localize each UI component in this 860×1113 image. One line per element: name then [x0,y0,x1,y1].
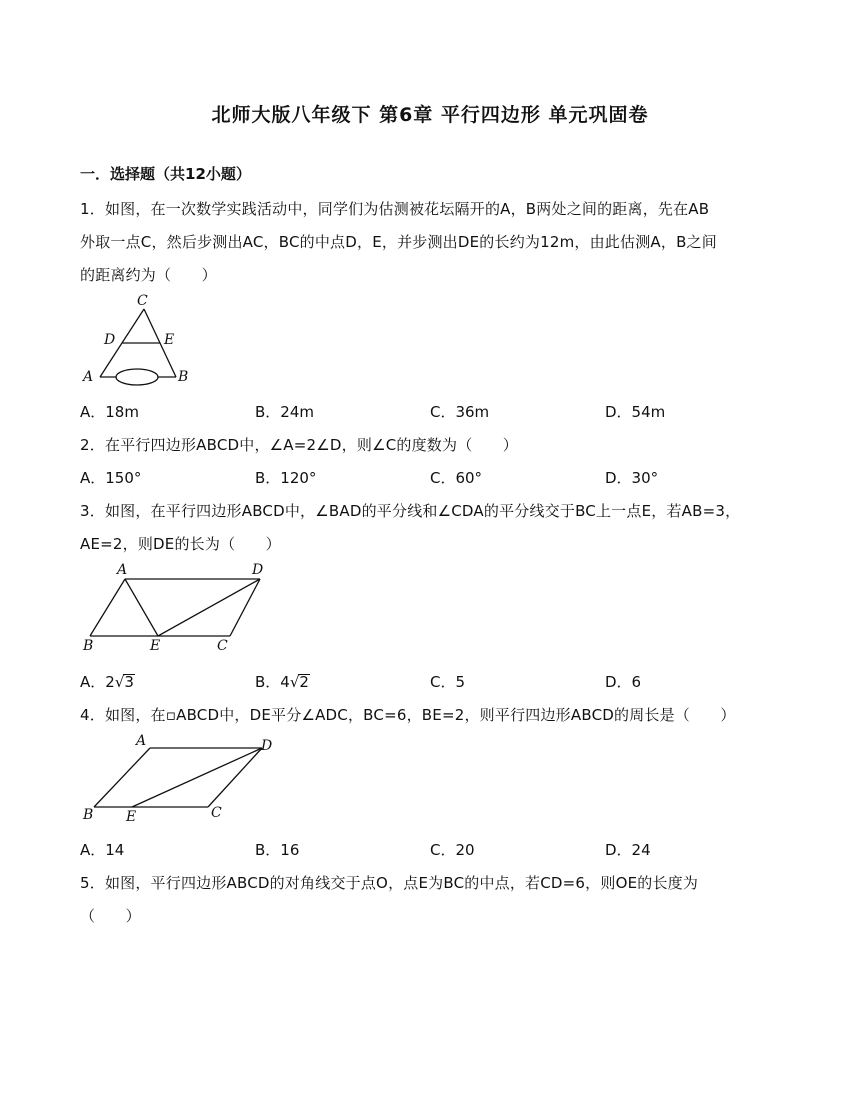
flower-bed [116,369,158,385]
label-b: B [178,369,189,385]
label-e: E [126,809,137,825]
q1-option-c[interactable]: C．36m [430,403,490,421]
label-c: C [137,293,148,309]
question-3-line-2: AE=2，则DE的长为（ ） [80,535,281,553]
question-4-line-1: 4．如图，在▫ABCD中，DE平分∠ADC，BC=6，BE=2，则平行四边形ABCD的周长是（ ） [80,706,736,724]
q4-option-b[interactable]: B．16 [255,841,300,859]
question-1-figure [80,293,200,388]
label-c: C [211,805,222,821]
q3-option-a-prefix: A．2 [80,673,115,691]
question-1-line-3: 的距离约为（ ） [80,266,217,284]
question-1-line-2: 外取一点C，然后步测出AC，BC的中点D，E，并步测出DE的长约为12m，由此估测A，B之间 [80,233,717,251]
parallelogram-figure-q3 [80,562,280,657]
segment-ae [125,579,158,636]
q2-option-b[interactable]: B．120° [255,469,317,487]
question-3-line-1: 3．如图，在平行四边形ABCD中，∠BAD的平分线和∠CDA的平分线交于BC上一点E，若AB=3， [80,502,741,520]
label-e: E [150,638,161,654]
q3-option-b[interactable] [255,671,310,692]
q3-option-d[interactable]: D．6 [605,673,642,691]
q3-option-a-radicand: 3 [124,673,134,691]
section-heading: 一．选择题（共12小题） [80,165,251,183]
label-d: D [104,332,116,348]
q3-option-c[interactable]: C．5 [430,673,466,691]
question-3-figure [80,562,280,657]
q4-option-c[interactable]: C．20 [430,841,475,859]
label-b: B [83,807,94,823]
label-b: B [83,638,94,654]
label-a: A [83,369,94,385]
q1-option-b[interactable]: B．24m [255,403,314,421]
sqrt-symbol: √ [114,673,125,691]
label-e: E [164,332,175,348]
label-d: D [252,562,264,578]
q2-option-d[interactable]: D．30° [605,469,659,487]
question-5-line-1: 5．如图，平行四边形ABCD的对角线交于点O，点E为BC的中点，若CD=6，则OE的长度为 [80,874,699,892]
q4-option-d[interactable]: D．24 [605,841,651,859]
label-d: D [261,738,273,754]
side-ab [94,748,150,807]
q3-option-a[interactable] [80,671,135,692]
label-a: A [117,562,128,578]
question-2-line-1: 2．在平行四边形ABCD中，∠A=2∠D，则∠C的度数为（ ） [80,436,518,454]
q1-option-a[interactable]: A．18m [80,403,139,421]
label-a: A [136,733,147,749]
q3-option-b-prefix: B．4 [255,673,290,691]
q4-option-a[interactable]: A．14 [80,841,125,859]
parallelogram-figure-q4 [80,733,290,828]
q3-option-b-radicand: 2 [299,673,309,691]
side-ab [90,579,125,636]
label-c: C [217,638,228,654]
segment-de [132,748,262,807]
sqrt-symbol: √ [289,673,300,691]
question-5-line-2: （ ） [80,907,141,925]
page-title: 北师大版八年级下 第6章 平行四边形 单元巩固卷 [211,104,649,126]
question-4-figure [80,733,290,828]
q2-option-c[interactable]: C．60° [430,469,483,487]
q2-option-a[interactable]: A．150° [80,469,142,487]
side-dc [208,748,262,807]
q1-option-d[interactable]: D．54m [605,403,666,421]
question-1-line-1: 1．如图，在一次数学实践活动中，同学们为估测被花坛隔开的A，B两处之间的距离，先在AB [80,200,710,218]
